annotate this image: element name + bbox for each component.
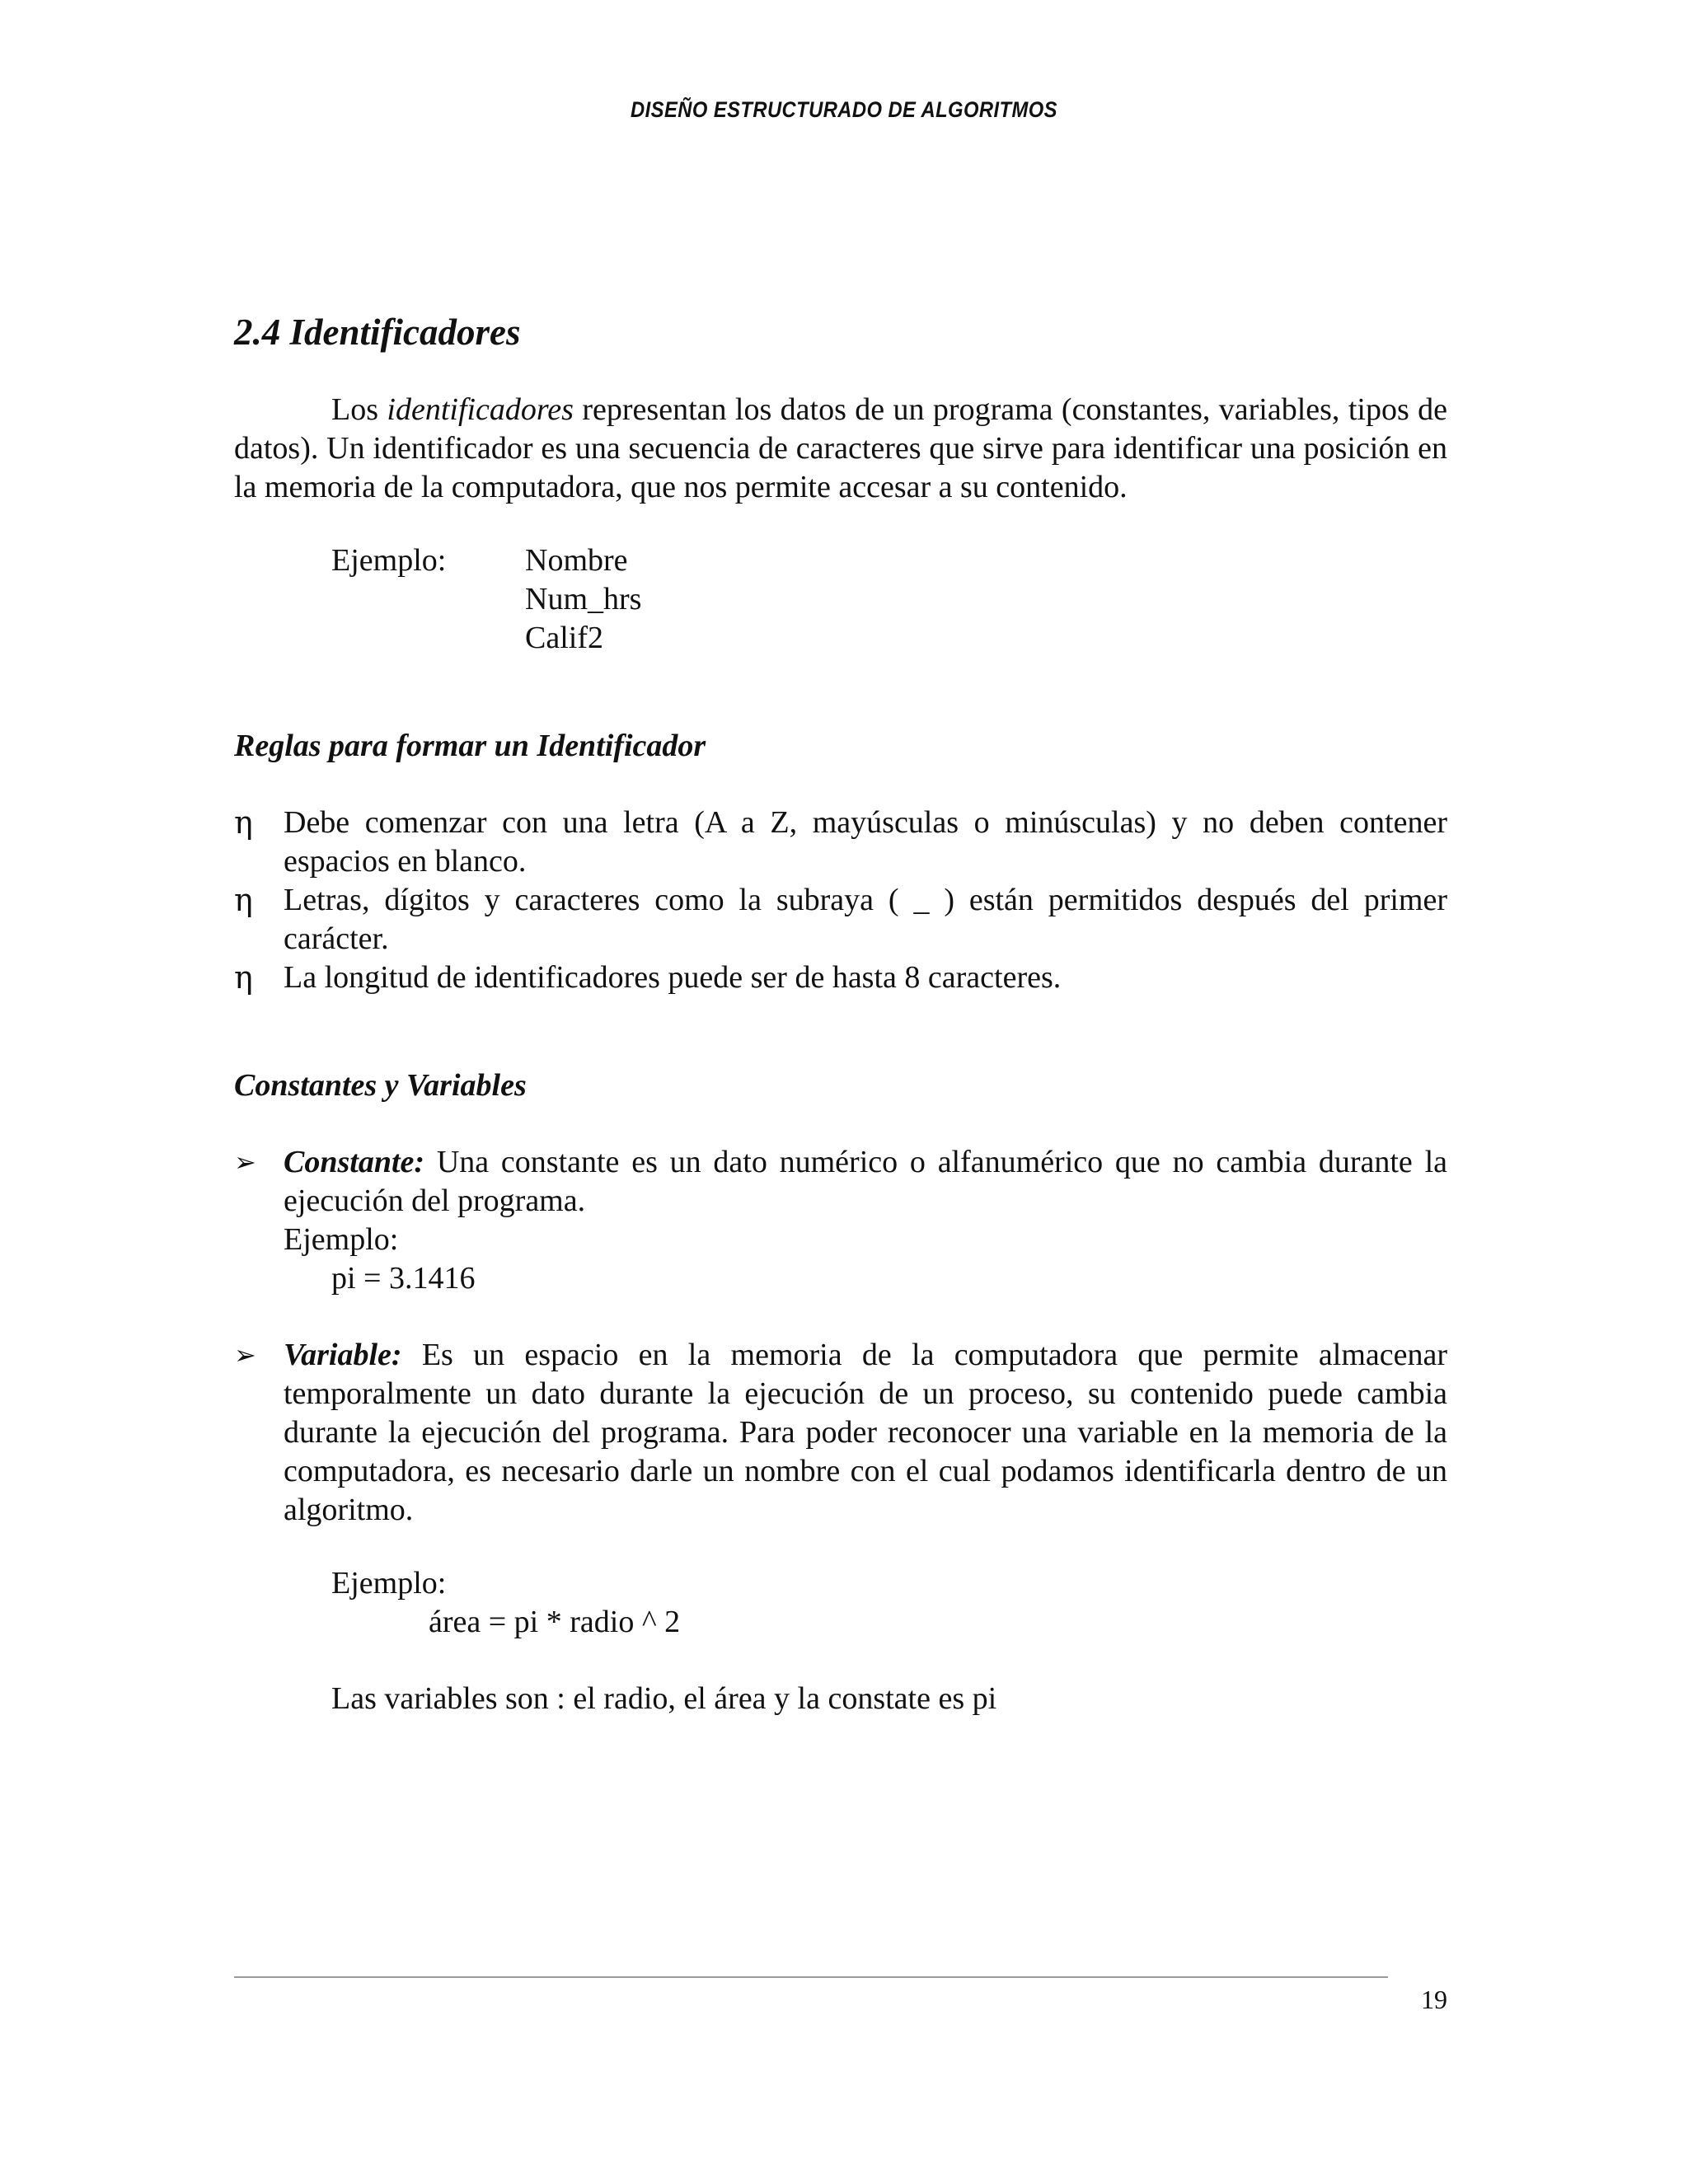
identifier-example	[331, 541, 1447, 658]
constant-description: Una constante es un dato numérico o alfanumérico que no cambia durante la ejecución del programa.	[284, 1145, 1447, 1218]
constant-term: Constante:	[284, 1145, 425, 1179]
page-content	[234, 303, 1447, 1718]
arrow-bullet-icon: ➢	[234, 1146, 256, 1178]
variable-example-formula: área = pi * radio ^ 2	[429, 1605, 681, 1639]
eta-bullet-icon: η	[234, 882, 253, 918]
intro-term: identificadores	[387, 392, 574, 427]
constant-text	[284, 1143, 1447, 1221]
intro-lead: Los	[331, 392, 387, 427]
constant-example-label: Ejemplo:	[284, 1222, 399, 1257]
rule-text: La longitud de identificadores puede ser de hasta 8 caracteres.	[284, 960, 1062, 995]
example-label: Ejemplo:	[331, 543, 447, 578]
list-item	[234, 881, 1447, 958]
variable-definition	[234, 1336, 1447, 1718]
variable-text	[284, 1336, 1447, 1530]
variable-body	[284, 1336, 1447, 1718]
example-value: Nombre	[525, 543, 628, 578]
constant-definition	[234, 1143, 1447, 1298]
constant-example-value: pi = 3.1416	[331, 1261, 476, 1296]
constants-variables-heading: Constantes y Variables	[234, 1068, 527, 1103]
example-value: Num_hrs	[525, 582, 642, 616]
variable-example-label: Ejemplo:	[331, 1566, 447, 1601]
variable-term: Variable:	[284, 1338, 402, 1372]
definitions-list	[234, 1143, 1447, 1718]
variable-description: Es un espacio en la memoria de la computadora que permite almacenar temporalmente un dato durante la ejecución de un proceso, su contenido puede cambia durante la ejecución del programa. Para poder reconocer una variable en la memoria de la computadora, es necesario darle un nombre con el cual podamos identificarla dentro de un algoritmo.	[284, 1338, 1447, 1527]
footer-divider	[234, 1976, 1388, 1978]
intro-rest: representan los datos de un programa (constantes, variables, tipos de datos). Un identificador es una secuencia de caracteres que sirve para identificar una posición en la memoria de la computadora, que nos permite accesar a su contenido.	[234, 392, 1448, 504]
rule-text: Letras, dígitos y caracteres como la subraya ( _ ) están permitidos después del primer carácter.	[284, 883, 1447, 956]
example-values	[525, 541, 641, 658]
list-item	[234, 804, 1447, 881]
list-item	[234, 958, 1447, 997]
arrow-bullet-icon: ➢	[234, 1339, 256, 1371]
eta-bullet-icon: η	[234, 959, 253, 996]
variable-example	[331, 1564, 1447, 1642]
example-value: Calif2	[525, 621, 603, 655]
rules-list	[234, 804, 1447, 997]
intro-paragraph	[234, 391, 1447, 507]
page-number: 19	[1421, 1985, 1447, 2014]
running-header: DISEÑO ESTRUCTURADO DE ALGORITMOS	[631, 97, 1057, 122]
section-title: 2.4 Identificadores	[234, 312, 521, 353]
rules-heading: Reglas para formar un Identificador	[234, 729, 706, 763]
variable-note: Las variables son : el radio, el área y la constate es pi	[331, 1681, 997, 1716]
rule-text: Debe comenzar con una letra (A a Z, mayúsculas o minúsculas) y no deben contener espacios en blanco.	[284, 805, 1447, 879]
eta-bullet-icon: η	[234, 804, 253, 841]
constant-body	[284, 1143, 1447, 1298]
